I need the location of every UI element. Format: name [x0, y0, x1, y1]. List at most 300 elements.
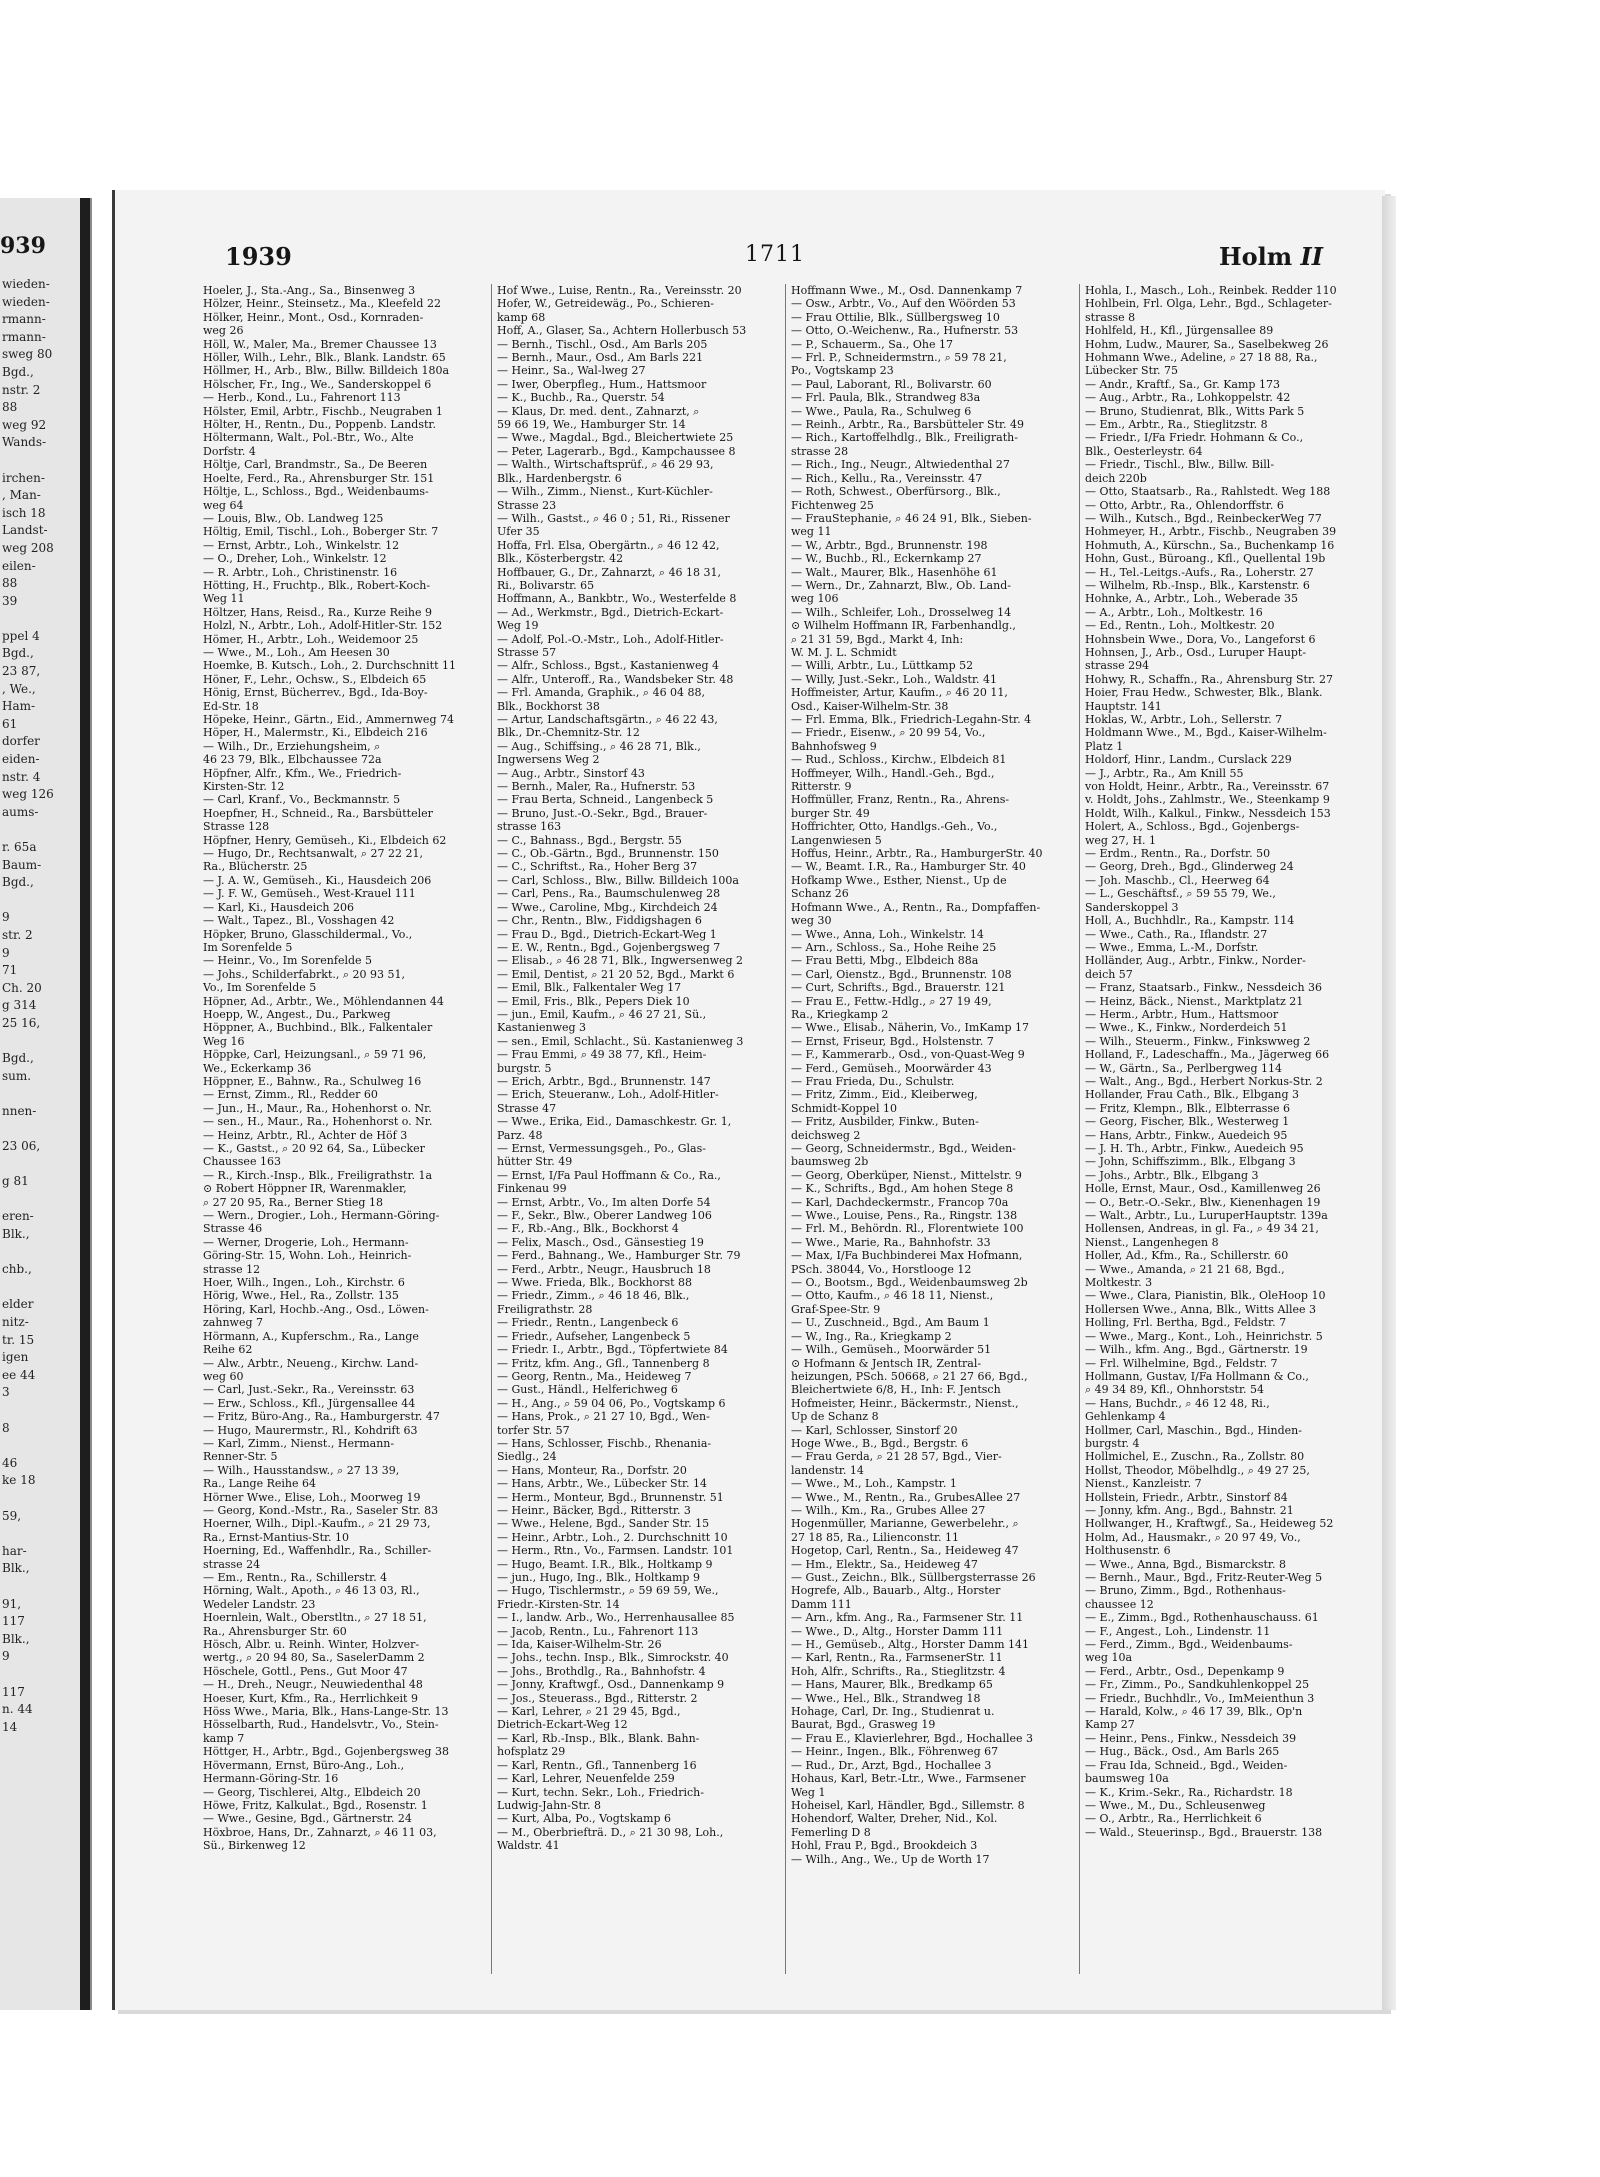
- directory-entry-line: — Friedr., Eisenw., ⌕ 20 99 54, Vo.,: [791, 726, 986, 740]
- directory-entry-line: — Hugo, Beamt. I.R., Blk., Holtkamp 9: [497, 1557, 713, 1571]
- directory-entry-line: weg 30: [791, 914, 832, 928]
- directory-entry-line: — Wwe., M., Rentn., Ra., GrubesAllee 27: [791, 1490, 1021, 1504]
- fragment-line: har-: [2, 1543, 27, 1558]
- directory-entry-line: — Willi, Arbtr., Lu., Lüttkamp 52: [791, 659, 974, 673]
- directory-entry-line: — Erich, Steueranw., Loh., Adolf-Hitler-: [497, 1088, 719, 1102]
- directory-entry-line: — Karl, Ki., Hausdeich 206: [203, 900, 354, 914]
- directory-entry-line: — Wwe., Clara, Pianistin, Blk., OleHoop 10: [1085, 1289, 1326, 1303]
- page-year: 1939: [225, 242, 292, 271]
- directory-entry-line: — Wwe., K., Finkw., Norderdeich 51: [1085, 1021, 1288, 1035]
- directory-entry-line: — Klaus, Dr. med. dent., Zahnarzt, ⌕: [497, 404, 700, 418]
- directory-entry-line: strasse 12: [203, 1262, 261, 1276]
- directory-entry-line: Hoffbauer, G., Dr., Zahnarzt, ⌕ 46 18 31,: [497, 565, 722, 579]
- directory-entry-line: strasse 294: [1085, 659, 1150, 673]
- directory-entry-line: — Kurt, Alba, Po., Vogtskamp 6: [497, 1812, 672, 1826]
- directory-entry-line: — R., Kirch.-Insp., Blk., Freiligrathstr. 1a: [203, 1168, 433, 1182]
- directory-entry-line: Höppner, E., Bahnw., Ra., Schulweg 16: [203, 1074, 422, 1088]
- directory-entry-line: — Ferd., Zimm., Bgd., Weidenbaums-: [1085, 1638, 1293, 1652]
- directory-entry-line: Gehlenkamp 4: [1085, 1410, 1166, 1424]
- directory-entry-line: — Alfr., Schloss., Bgst., Kastanienweg 4: [497, 659, 720, 673]
- directory-entry-line: — Johs., Brothdlg., Ra., Bahnhofstr. 4: [497, 1664, 706, 1678]
- directory-entry-line: — Wwe., Amanda, ⌕ 21 21 68, Bgd.,: [1085, 1262, 1285, 1276]
- directory-entry-line: — Heinz, Arbtr., Rl., Achter de Höf 3: [203, 1128, 408, 1142]
- directory-entry-line: Hoh, Alfr., Schrifts., Ra., Stieglitzstr. 4: [791, 1664, 1006, 1678]
- directory-entry-line: weg 26: [203, 324, 244, 338]
- directory-entry-line: — Karl, Rb.-Insp., Blk., Blank. Bahn-: [497, 1731, 700, 1745]
- directory-entry-line: — K., Buchb., Ra., Querstr. 54: [497, 391, 665, 405]
- directory-entry-line: — Wern., Drogier., Loh., Hermann-Göring-: [203, 1209, 440, 1223]
- directory-entry-line: — sen., Emil, Schlacht., Sü. Kastanienweg 3: [497, 1034, 744, 1048]
- directory-entry-line: — Friedr., I/Fa Friedr. Hohmann & Co.,: [1085, 431, 1304, 445]
- directory-entry-line: — Curt, Schrifts., Bgd., Brauerstr. 121: [791, 981, 1006, 995]
- directory-entry-line: — Carl, Kranf., Vo., Beckmannstr. 5: [203, 793, 401, 807]
- directory-entry-line: — E., Zimm., Bgd., Rothenhauschauss. 61: [1085, 1611, 1319, 1625]
- directory-entry-line: Höll, W., Maler, Ma., Bremer Chaussee 13: [203, 337, 437, 351]
- directory-entry-line: — sen., H., Maur., Ra., Hohenhorst o. Nr.: [203, 1115, 433, 1129]
- directory-entry-line: Graf-Spee-Str. 9: [791, 1302, 881, 1316]
- directory-entry-line: Dietrich-Eckart-Weg 12: [497, 1718, 628, 1732]
- directory-entry-line: Femerling D 8: [791, 1825, 871, 1839]
- directory-entry-line: torfer Str. 57: [497, 1423, 570, 1437]
- directory-entry-line: Nienst., Kanzleistr. 7: [1085, 1477, 1202, 1491]
- directory-entry-line: — Fritz, Klempn., Blk., Elbterrasse 6: [1085, 1101, 1291, 1115]
- directory-entry-line: — Joh. Maschb., Cl., Heerweg 64: [1085, 873, 1270, 887]
- directory-entry-line: — Frl. Emma, Blk., Friedrich-Legahn-Str. 4: [791, 713, 1032, 726]
- directory-entry-line: — Hans, Prok., ⌕ 21 27 10, Bgd., Wen-: [497, 1410, 710, 1424]
- directory-entry-line: burgstr. 5: [497, 1061, 552, 1075]
- directory-entry-line: — Wilhelm, Rb.-Insp., Blk., Karstenstr. 6: [1085, 578, 1310, 592]
- directory-entry-line: — Gust., Zeichn., Blk., Süllbergsterrasse 26: [791, 1571, 1036, 1584]
- directory-entry-line: — Otto, Kaufm., ⌕ 46 18 11, Nienst.,: [791, 1289, 994, 1303]
- fragment-line: 8: [2, 1420, 10, 1435]
- directory-entry-line: — Friedr., Tischl., Blw., Billw. Bill-: [1085, 458, 1275, 472]
- fragment-line: 9: [2, 1649, 10, 1664]
- directory-entry-line: — Friedr., Buchhdlr., Vo., ImMeienthun 3: [1085, 1691, 1315, 1705]
- fragment-line: rmann-: [2, 312, 46, 327]
- fragment-line: ke 18: [2, 1473, 36, 1488]
- directory-entry-line: Ludwig-Jahn-Str. 8: [497, 1798, 601, 1812]
- directory-entry-line: Hofkamp Wwe., Esther, Nienst., Up de: [791, 873, 1007, 887]
- directory-entry-line: — Aug., Arbtr., Ra., Lohkoppelstr. 42: [1085, 391, 1291, 405]
- directory-entry-line: — Wwe., M., Du., Schleusenweg: [1085, 1798, 1266, 1812]
- directory-entry-line: Hogrefe, Alb., Bauarb., Altg., Horster: [791, 1584, 1001, 1598]
- fragment-line: [2, 1490, 82, 1508]
- directory-entry-line: Hövermann, Ernst, Büro-Ang., Loh.,: [203, 1758, 405, 1772]
- directory-entry-line: Fichtenweg 25: [791, 498, 874, 512]
- directory-entry-line: Renner-Str. 5: [203, 1450, 278, 1464]
- directory-entry-line: Hollst, Theodor, Möbelhdlg., ⌕ 49 27 25,: [1085, 1463, 1310, 1477]
- directory-entry-line: — P., Schauerm., Sa., Ohe 17: [791, 337, 953, 351]
- directory-entry-line: — Hans, Buchdr., ⌕ 46 12 48, Ri.,: [1085, 1396, 1270, 1410]
- directory-entry-line: Vo., Im Sorenfelde 5: [203, 981, 317, 995]
- directory-entry-line: — K., Gastst., ⌕ 20 92 64, Sa., Lübecker: [203, 1142, 425, 1155]
- fragment-line: 61: [2, 716, 18, 731]
- directory-entry-line: W. M. J. L. Schmidt: [791, 645, 897, 659]
- directory-entry-line: Göring-Str. 15, Wohn. Loh., Heinrich-: [203, 1249, 412, 1263]
- directory-entry-line: — Alfr., Unteroff., Ra., Wandsbeker Str. 48: [497, 672, 734, 686]
- directory-entry-line: deich 220b: [1085, 471, 1147, 485]
- directory-entry-line: Hörning, Walt., Apoth., ⌕ 46 13 03, Rl.,: [203, 1584, 420, 1598]
- directory-entry-line: — Herb., Kond., Lu., Fahrenort 113: [203, 391, 401, 405]
- fragment-line: Landst-: [2, 523, 48, 538]
- fragment-line: weg 92: [2, 417, 47, 432]
- directory-entry-line: Holm, Ad., Hausmakr., ⌕ 20 97 49, Vo.,: [1085, 1530, 1301, 1544]
- directory-entry-line: Höltje, L., Schloss., Bgd., Weidenbaums-: [203, 485, 429, 499]
- fragment-line: g 81: [2, 1174, 29, 1189]
- directory-entry-line: — Bernh., Maur., Osd., Am Barls 221: [497, 351, 704, 365]
- directory-entry-line: Hömer, H., Arbtr., Loh., Weidemoor 25: [203, 632, 419, 646]
- directory-entry-line: — H., Gemüseb., Altg., Horster Damm 141: [791, 1638, 1030, 1652]
- directory-entry-line: Höpeke, Heinr., Gärtn., Eid., Ammernweg 74: [203, 713, 454, 726]
- directory-entry-line: Holling, Frl. Bertha, Bgd., Feldstr. 7: [1085, 1316, 1287, 1330]
- directory-entry-line: Schmidt-Koppel 10: [791, 1101, 898, 1115]
- directory-entry-line: — Georg, Tischlerei, Altg., Elbdeich 20: [203, 1785, 421, 1799]
- directory-entry-line: Weg 16: [203, 1034, 245, 1048]
- page-edge: [1382, 196, 1396, 2010]
- directory-entry-line: — Karl, Schlosser, Sinstorf 20: [791, 1423, 958, 1437]
- directory-entry-line: chaussee 12: [1085, 1597, 1154, 1611]
- directory-entry-line: — Heinr., Sa., Wal-lweg 27: [497, 364, 646, 378]
- directory-entry-line: — Otto, O.-Weichenw., Ra., Hufnerstr. 53: [791, 324, 1019, 338]
- directory-entry-line: Hoff, A., Glaser, Sa., Achtern Hollerbusch 53: [497, 324, 747, 338]
- directory-entry-line: Hollensen, Andreas, in gl. Fa., ⌕ 49 34 21,: [1085, 1222, 1319, 1236]
- directory-entry-line: Ra., Kriegkamp 2: [791, 1007, 889, 1021]
- directory-entry-line: Hermann-Göring-Str. 16: [203, 1772, 339, 1786]
- directory-entry-line: Hohlbein, Frl. Olga, Lehr., Bgd., Schlageter-: [1085, 297, 1332, 311]
- directory-entry-line: — Arn., kfm. Ang., Ra., Farmsener Str. 11: [791, 1611, 1024, 1625]
- directory-entry-line: Hoffus, Heinr., Arbtr., Ra., HamburgerStr. 40: [791, 847, 1043, 861]
- directory-entry-line: — Max, I/Fa Buchbinderei Max Hofmann,: [791, 1249, 1023, 1263]
- directory-entry-line: weg 10a: [1085, 1651, 1133, 1665]
- directory-entry-line: — Friedr., Aufseher, Langenbeck 5: [497, 1329, 691, 1343]
- directory-entry-line: — Wilh., Kutsch., Bgd., ReinbeckerWeg 77: [1085, 511, 1322, 525]
- directory-entry-line: — J. A. W., Gemüseh., Ki., Hausdeich 206: [203, 873, 432, 887]
- directory-entry-line: Höpfner, Henry, Gemüseh., Ki., Elbdeich 62: [203, 833, 447, 847]
- directory-entry-line: Hauptstr. 141: [1085, 699, 1162, 713]
- directory-entry-line: ⊙ Hofmann & Jentsch IR, Zentral-: [791, 1356, 982, 1370]
- fragment-line: [2, 1085, 82, 1103]
- adjacent-page-text: [2, 276, 82, 1736]
- directory-entry-line: ⊙ Wilhelm Hoffmann IR, Farbenhandlg.,: [791, 619, 1016, 633]
- directory-entry-line: Wedeler Landstr. 23: [203, 1597, 316, 1611]
- fragment-line: aums-: [2, 804, 39, 819]
- directory-entry-line: Ra., Ahrensburger Str. 60: [203, 1624, 347, 1638]
- fragment-line: r. 65a: [2, 840, 37, 854]
- directory-entry-line: strasse 163: [497, 820, 562, 834]
- directory-entry-line: Schanz 26: [791, 887, 849, 901]
- directory-entry-line: — Herm., Arbtr., Hum., Hattsmoor: [1085, 1007, 1279, 1021]
- directory-entry-line: — Ad., Werkmstr., Bgd., Dietrich-Eckart-: [497, 605, 724, 619]
- directory-entry-line: — Walth., Wirtschaftsprüf., ⌕ 46 29 93,: [497, 458, 714, 472]
- directory-entry-line: Hohaus, Karl, Betr.-Ltr., Wwe., Farmsener: [791, 1772, 1026, 1786]
- directory-entry-line: — Hugo, Dr., Rechtsanwalt, ⌕ 27 22 21,: [203, 847, 423, 861]
- directory-entry-line: — Bernh., Maler, Ra., Hufnerstr. 53: [497, 780, 696, 794]
- directory-entry-line: Lübecker Str. 75: [1085, 364, 1179, 378]
- fragment-line: 71: [2, 963, 18, 978]
- directory-entry-line: Hofmeister, Heinr., Bäckermstr., Nienst.,: [791, 1396, 1019, 1410]
- directory-entry-line: — Friedr., Rentn., Langenbeck 6: [497, 1316, 679, 1330]
- directory-entry-line: — Otto, Staatsarb., Ra., Rahlstedt. Weg 188: [1085, 485, 1331, 499]
- directory-entry-line: — Erw., Schloss., Kfl., Jürgensallee 44: [203, 1396, 416, 1410]
- directory-entry-line: — I., landw. Arb., Wo., Herrenhausallee 85: [497, 1611, 735, 1625]
- directory-entry-line: Höxbroe, Hans, Dr., Zahnarzt, ⌕ 46 11 03,: [203, 1825, 437, 1839]
- directory-entry-line: Hollmer, Carl, Maschin., Bgd., Hinden-: [1085, 1423, 1302, 1437]
- directory-entry-line: Hösselbarth, Rud., Handelsvtr., Vo., Stein-: [203, 1718, 439, 1732]
- fragment-line: sweg 80: [2, 347, 53, 362]
- directory-entry-line: — Georg, Fischer, Blk., Westerweg 1: [1085, 1115, 1290, 1129]
- fragment-line: nstr. 2: [2, 382, 41, 397]
- directory-entry-line: — F., Angest., Loh., Lindenstr. 11: [1085, 1624, 1271, 1638]
- directory-entry-line: Chaussee 163: [203, 1155, 281, 1169]
- directory-entry-line: — Felix, Masch., Osd., Gänsestieg 19: [497, 1235, 704, 1249]
- directory-entry-line: — Jonny, Kraftwgf., Osd., Dannenkamp 9: [497, 1678, 725, 1692]
- directory-entry-line: Hoffrichter, Otto, Handlgs.-Geh., Vo.,: [791, 820, 998, 834]
- directory-entry-line: — Frau Berta, Schneid., Langenbeck 5: [497, 793, 714, 807]
- directory-entry-line: — Frau E., Fettw.-Hdlg., ⌕ 27 19 49,: [791, 994, 992, 1008]
- entry-columns: [203, 284, 1361, 1974]
- directory-entry-line: — Hans, Monteur, Ra., Dorfstr. 20: [497, 1463, 687, 1477]
- fragment-line: Blk.,: [2, 1227, 30, 1242]
- directory-entry-line: — Fritz, Ausbilder, Finkw., Buten-: [791, 1115, 979, 1129]
- directory-entry-line: Friedr.-Kirsten-Str. 14: [497, 1597, 620, 1611]
- directory-entry-line: — Karl, Zimm., Nienst., Hermann-: [203, 1436, 395, 1450]
- fragment-line: 3: [2, 1385, 10, 1400]
- directory-entry-line: — Frau Gerda, ⌕ 21 28 57, Bgd., Vier-: [791, 1450, 1002, 1464]
- directory-entry-line: Höltzer, Hans, Reisd., Ra., Kurze Reihe 9: [203, 605, 432, 619]
- directory-entry-line: Waldstr. 41: [497, 1839, 560, 1853]
- fragment-line: Bgd.,: [2, 646, 34, 661]
- directory-entry-line: Höpker, Bruno, Glasschildermal., Vo.,: [203, 927, 413, 941]
- directory-entry-line: Höltig, Emil, Tischl., Loh., Boberger Str. 7: [203, 525, 439, 539]
- directory-entry-line: — jun., Hugo, Ing., Blk., Holtkamp 9: [497, 1571, 700, 1584]
- directory-entry-line: — Bernh., Tischl., Osd., Am Barls 205: [497, 337, 708, 351]
- directory-entry-line: — Georg, Dreh., Bgd., Glinderweg 24: [1085, 860, 1294, 874]
- directory-entry-line: — Ferd., Arbtr., Neugr., Hausbruch 18: [497, 1262, 711, 1276]
- fragment-line: 39: [2, 593, 18, 608]
- column-rule: [785, 284, 786, 1974]
- directory-entry-line: — H., Tel.-Leitgs.-Aufs., Ra., Loherstr. 27: [1085, 565, 1314, 579]
- directory-entry-line: 46 23 79, Blk., Elbchaussee 72a: [203, 753, 382, 767]
- directory-entry-line: — Peter, Lagerarb., Bgd., Kampchaussee 8: [497, 444, 736, 458]
- directory-entry-line: — Hans, Arbtr., Finkw., Auedeich 95: [1085, 1128, 1288, 1142]
- directory-entry-line: Hollander, Frau Cath., Blk., Elbgang 3: [1085, 1088, 1300, 1102]
- directory-entry-line: — Friedr. I., Arbtr., Bgd., Töpfertwiete 84: [497, 1343, 728, 1357]
- directory-entry-line: Hörmann, A., Kupferschm., Ra., Lange: [203, 1329, 419, 1343]
- fragment-line: 46: [2, 1455, 18, 1470]
- directory-entry-line: — Rich., Ing., Neugr., Altwiedenthal 27: [791, 458, 1010, 472]
- directory-entry-line: Hofmann Wwe., A., Rentn., Ra., Dompfaffen-: [791, 900, 1041, 914]
- directory-entry-line: — H., Dreh., Neugr., Neuwiedenthal 48: [203, 1678, 423, 1692]
- directory-entry-line: weg 64: [203, 498, 244, 512]
- directory-entry-line: Hollmann, Gustav, I/Fa Hollmann & Co.,: [1085, 1369, 1309, 1383]
- directory-entry-line: — Frl. P., Schneidermstrn., ⌕ 59 78 21,: [791, 351, 1007, 365]
- directory-entry-line: Höner, F., Lehr., Ochsw., S., Elbdeich 65: [203, 672, 427, 686]
- directory-entry-line: Hohl, Frau P., Bgd., Brookdeich 3: [791, 1839, 978, 1853]
- directory-entry-line: — Wwe., Anna, Loh., Winkelstr. 14: [791, 927, 984, 941]
- fragment-line: [2, 452, 82, 470]
- directory-entry-line: — Wwe., Emma, L.-M., Dorfstr.: [1085, 940, 1259, 954]
- directory-entry-line: Im Sorenfelde 5: [203, 940, 293, 954]
- directory-entry-line: Holzl, N., Arbtr., Loh., Adolf-Hitler-Str. 152: [203, 619, 443, 633]
- directory-entry-line: Parz. 48: [497, 1128, 543, 1142]
- directory-entry-line: Höring, Karl, Hochb.-Ang., Osd., Löwen-: [203, 1302, 429, 1316]
- fragment-line: Bgd.,: [2, 875, 34, 890]
- directory-entry-line: Hohage, Carl, Dr. Ing., Studienrat u.: [791, 1705, 995, 1719]
- directory-entry-line: — Walt., Maurer, Blk., Hasenhöhe 61: [791, 565, 998, 579]
- directory-entry-line: strasse 24: [203, 1557, 261, 1571]
- directory-entry-line: — R. Arbtr., Loh., Christinenstr. 16: [203, 565, 398, 579]
- directory-entry-line: — Ed., Rentn., Loh., Moltkestr. 20: [1085, 619, 1275, 633]
- directory-entry-line: Kamp 27: [1085, 1718, 1135, 1732]
- fragment-line: Ham-: [2, 699, 36, 714]
- directory-entry-line: Damm 111: [791, 1597, 852, 1611]
- fragment-line: str. 2: [2, 927, 33, 942]
- page-header: [115, 242, 1385, 282]
- directory-entry-line: — Ernst, Friseur, Bgd., Holstenstr. 7: [791, 1034, 994, 1048]
- directory-entry-line: — F., Kammerarb., Osd., von-Quast-Weg 9: [791, 1048, 1025, 1062]
- directory-entry-line: — Wald., Steuerinsp., Bgd., Brauerstr. 138: [1085, 1825, 1323, 1839]
- directory-entry-line: — Wilh., Steuerm., Finkw., Finkswweg 2: [1085, 1034, 1311, 1048]
- directory-entry-line: — Walt., Tapez., Bl., Vosshagen 42: [203, 914, 395, 928]
- fragment-line: eren-: [2, 1209, 34, 1224]
- directory-entry-line: — Emil, Blk., Falkentaler Weg 17: [497, 981, 682, 995]
- directory-entry-line: — U., Zuschneid., Bgd., Am Baum 1: [791, 1316, 990, 1330]
- directory-entry-line: — Werner, Drogerie, Loh., Hermann-: [203, 1235, 409, 1249]
- directory-entry-line: ⌕ 27 20 95, Ra., Berner Stieg 18: [203, 1195, 383, 1209]
- directory-entry-line: — Fritz, Büro-Ang., Ra., Hamburgerstr. 47: [203, 1410, 440, 1424]
- fragment-line: 14: [2, 1719, 18, 1734]
- directory-entry-line: — Artur, Landschaftsgärtn., ⌕ 46 22 43,: [497, 713, 718, 726]
- directory-entry-line: Hoffmann Wwe., M., Osd. Dannenkamp 7: [791, 284, 1023, 297]
- directory-entry-line: — Emil, Dentist, ⌕ 21 20 52, Bgd., Markt 6: [497, 967, 735, 981]
- fragment-line: , Man-: [2, 488, 41, 503]
- directory-entry-line: — Wwe., Hel., Blk., Strandweg 18: [791, 1691, 981, 1705]
- directory-entry-line: Hollstein, Friedr., Arbtr., Sinstorf 84: [1085, 1490, 1288, 1504]
- directory-entry-line: Ra., Ernst-Mantius-Str. 10: [203, 1530, 350, 1544]
- directory-entry-line: baumsweg 10a: [1085, 1772, 1169, 1786]
- directory-entry-line: Weg 19: [497, 619, 539, 633]
- directory-entry-line: — Chr., Rentn., Blw., Fiddigshagen 6: [497, 914, 702, 928]
- directory-entry-line: Hölster, Emil, Arbtr., Fischb., Neugraben 1: [203, 404, 443, 418]
- fragment-line: 23 06,: [2, 1139, 41, 1154]
- fragment-line: nnen-: [2, 1103, 37, 1118]
- directory-entry-line: Hönig, Ernst, Bücherrev., Bgd., Ida-Boy-: [203, 686, 428, 700]
- directory-entry-line: Moltkestr. 3: [1085, 1276, 1153, 1290]
- directory-entry-line: Ingwersens Weg 2: [497, 753, 600, 767]
- directory-entry-line: — Herm., Monteur, Bgd., Brunnenstr. 51: [497, 1490, 724, 1504]
- directory-entry-line: Hoer, Wilh., Ingen., Loh., Kirchstr. 6: [203, 1276, 405, 1290]
- directory-entry-line: Höltje, Carl, Brandmstr., Sa., De Beeren: [203, 458, 428, 472]
- fragment-line: 117: [2, 1614, 25, 1629]
- fragment-line: nstr. 4: [2, 769, 41, 784]
- directory-entry-line: Höper, H., Malermstr., Ki., Elbdeich 216: [203, 726, 428, 740]
- directory-entry-line: deichsweg 2: [791, 1128, 861, 1142]
- directory-entry-line: — Reinh., Arbtr., Ra., Barsbütteler Str. 49: [791, 418, 1025, 432]
- column-3: [791, 284, 1073, 1974]
- directory-entry-line: — W., Beamt. I.R., Ra., Hamburger Str. 40: [791, 860, 1026, 874]
- directory-entry-line: — Frau D., Bgd., Dietrich-Eckart-Weg 1: [497, 927, 717, 941]
- directory-entry-line: Langenwiesen 5: [791, 833, 882, 847]
- directory-entry-line: — Wwe., Magdal., Bgd., Bleichertwiete 25: [497, 431, 734, 445]
- directory-entry-line: Ufer 35: [497, 525, 540, 539]
- directory-entry-line: Hoernlein, Walt., Oberstltn., ⌕ 27 18 51,: [203, 1611, 427, 1625]
- directory-entry-line: — Wwe., Elisab., Näherin, Vo., ImKamp 17: [791, 1021, 1030, 1035]
- directory-entry-line: Hoepfner, H., Schneid., Ra., Barsbütteler: [203, 806, 433, 820]
- directory-entry-line: — Heinr., Arbtr., Loh., 2. Durchschnitt 10: [497, 1530, 728, 1544]
- directory-entry-line: — Frau Ottilie, Blk., Süllbergsweg 10: [791, 310, 1000, 324]
- directory-entry-line: Höppner, A., Buchbind., Blk., Falkentaler: [203, 1021, 433, 1035]
- directory-entry-line: Hoklas, W., Arbtr., Loh., Sellerstr. 7: [1085, 713, 1283, 726]
- directory-entry-line: — Fritz, kfm. Ang., Gfl., Tannenberg 8: [497, 1356, 710, 1370]
- fragment-line: isch 18: [2, 505, 46, 520]
- fragment-line: Wands-: [2, 435, 47, 450]
- fragment-line: [2, 1121, 82, 1139]
- directory-entry-line: — Rich., Kartoffelhdlg., Blk., Freiligrath-: [791, 431, 1018, 445]
- directory-entry-line: Hölker, Heinr., Mont., Osd., Kornraden-: [203, 310, 424, 324]
- directory-entry-line: — Jacob, Rentn., Lu., Fahrenort 113: [497, 1624, 699, 1638]
- directory-entry-line: — Frl. Wilhelmine, Bgd., Feldstr. 7: [1085, 1356, 1278, 1370]
- directory-entry-line: — Carl, Oienstz., Bgd., Brunnenstr. 108: [791, 967, 1012, 981]
- directory-entry-line: — Walt., Arbtr., Lu., LuruperHauptstr. 139a: [1085, 1209, 1328, 1223]
- directory-entry-line: — Carl, Schloss., Blw., Billw. Billdeich 100a: [497, 873, 739, 887]
- directory-entry-line: Holdmann Wwe., M., Bgd., Kaiser-Wilhelm-: [1085, 726, 1327, 740]
- directory-entry-line: Blk., Dr.-Chemnitz-Str. 12: [497, 726, 640, 740]
- fragment-line: dorfer: [2, 734, 40, 749]
- directory-entry-line: Hoheisel, Karl, Händler, Bgd., Sillemstr. 8: [791, 1798, 1025, 1812]
- directory-entry-line: Hölter, H., Rentn., Du., Poppenb. Landstr.: [203, 418, 436, 432]
- directory-entry-line: — Willy, Just.-Sekr., Loh., Waldstr. 41: [791, 672, 998, 686]
- directory-entry-line: — Heinr., Ingen., Blk., Föhrenweg 67: [791, 1745, 999, 1759]
- directory-entry-line: Hollersen Wwe., Anna, Blk., Witts Allee 3: [1085, 1302, 1317, 1316]
- directory-entry-line: — Heinz, Bäck., Nienst., Marktplatz 21: [1085, 994, 1304, 1008]
- directory-entry-line: — Wwe., Paula, Ra., Schulweg 6: [791, 404, 972, 418]
- directory-entry-line: Hohendorf, Walter, Dreher, Nid., Kol.: [791, 1812, 998, 1826]
- directory-entry-line: Weg 1: [791, 1785, 826, 1799]
- directory-entry-line: Bahnhofsweg 9: [791, 739, 877, 753]
- directory-entry-line: — Ernst, Vermessungsgeh., Po., Glas-: [497, 1142, 706, 1155]
- directory-entry-line: Hohnke, A., Arbtr., Loh., Weberade 35: [1085, 592, 1299, 606]
- fragment-line: [2, 1244, 82, 1262]
- directory-entry-line: — Fr., Zimm., Po., Sandkuhlenkoppel 25: [1085, 1678, 1310, 1692]
- directory-entry-line: — Ernst, Zimm., Rl., Redder 60: [203, 1088, 378, 1102]
- fragment-line: nitz-: [2, 1315, 29, 1330]
- directory-entry-line: Höltermann, Walt., Pol.-Btr., Wo., Alte: [203, 431, 414, 445]
- directory-entry-line: — M., Oberbriefträ. D., ⌕ 21 30 98, Loh.,: [497, 1825, 724, 1839]
- directory-entry-line: — Georg, Schneidermstr., Bgd., Weiden-: [791, 1142, 1016, 1155]
- directory-entry-line: — O., Arbtr., Ra., Herrlichkeit 6: [1085, 1812, 1262, 1826]
- directory-entry-line: — H., Ang., ⌕ 59 04 06, Po., Vogtskamp 6: [497, 1396, 726, 1410]
- directory-entry-line: Hoerning, Ed., Waffenhdlr., Ra., Schiller-: [203, 1544, 432, 1558]
- directory-entry-line: — Ferd., Arbtr., Osd., Depenkamp 9: [1085, 1664, 1285, 1678]
- directory-entry-line: — Ernst, I/Fa Paul Hoffmann & Co., Ra.,: [497, 1168, 721, 1182]
- adjacent-page-year: 939: [0, 233, 46, 259]
- directory-entry-line: — Roth, Schwest., Oberfürsorg., Blk.,: [791, 485, 1001, 499]
- fragment-line: wieden-: [2, 277, 50, 291]
- fragment-line: 9: [2, 910, 10, 925]
- directory-entry-line: Hoge Wwe., B., Bgd., Bergstr. 6: [791, 1436, 969, 1450]
- directory-entry-line: heizungen, PSch. 50668, ⌕ 21 27 66, Bgd.,: [791, 1369, 1028, 1383]
- directory-entry-line: — Hug., Bäck., Osd., Am Barls 265: [1085, 1745, 1280, 1759]
- directory-entry-line: — Herm., Rtn., Vo., Farmsen. Landstr. 101: [497, 1544, 734, 1558]
- directory-entry-line: deich 57: [1085, 967, 1133, 981]
- fragment-line: Ch. 20: [2, 980, 42, 995]
- directory-entry-line: — Aug., Schiffsing., ⌕ 46 28 71, Blk.,: [497, 739, 701, 753]
- directory-entry-line: — Frau Emmi, ⌕ 49 38 77, Kfl., Heim-: [497, 1048, 707, 1062]
- directory-entry-line: Osd., Kaiser-Wilhelm-Str. 38: [791, 699, 949, 713]
- fragment-line: 23 87,: [2, 664, 41, 679]
- fragment-line: 91,: [2, 1596, 22, 1611]
- directory-entry-line: Hoffmüller, Franz, Rentn., Ra., Ahrens-: [791, 793, 1010, 807]
